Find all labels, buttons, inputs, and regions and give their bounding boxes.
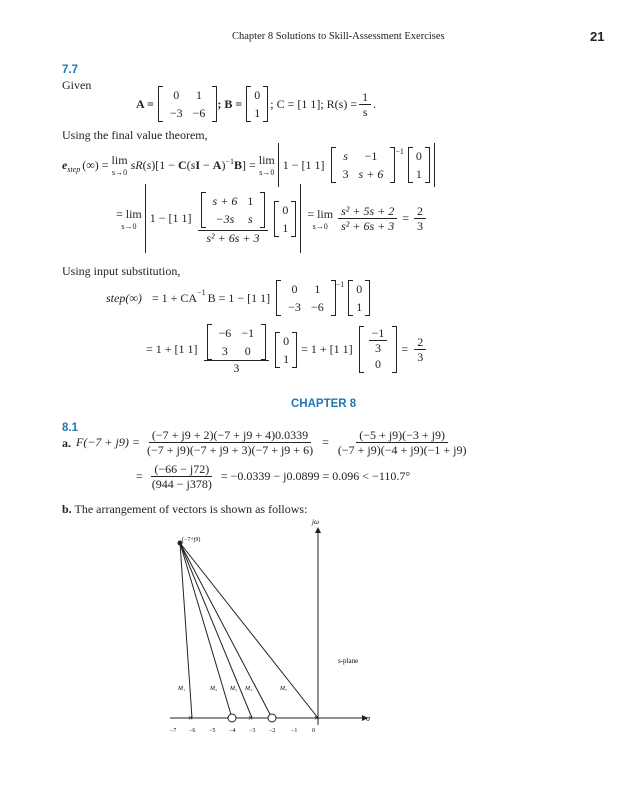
f-equation-2: = $\frac{(-66 - j72)}{(944 - j378)}$ = −0.0339 − j0.0899 = 0.096 < −110.7° [136, 462, 411, 491]
label-m5: M₅ [280, 686, 288, 692]
problem-7-7-heading: 7.7 [62, 64, 78, 76]
label-m1: M₁ [178, 686, 186, 692]
zero-minus4 [228, 714, 236, 722]
label-m2: M₂ [210, 686, 218, 692]
tick-minus6: −6 [189, 728, 196, 734]
istep-equation: step(∞) = 1 + CA $^{-1}$ B = 1 − [1 1] 0 1 −3 −6 $^{-1}$ 0 1 [106, 280, 370, 316]
rs-fraction: $\frac{1}{s}$ [359, 90, 371, 119]
given-label: Given [62, 78, 92, 92]
tick-minus7: −7 [170, 728, 177, 734]
tick-minus5: −5 [209, 728, 216, 734]
matrix-A: 0 1 −3 −6 [158, 86, 218, 122]
input-intro: Using input substitution, [62, 264, 181, 278]
tick-minus3: −3 [249, 728, 256, 734]
given-equation: A = 0 1 −3 −6 ; B = 0 1 ; C = [1 1]; R(s) = $\frac{1}{s}$ . [136, 88, 377, 120]
pole-minus6: × [188, 713, 194, 723]
label-m3: M₃ [230, 686, 238, 692]
zero-minus2 [268, 714, 276, 722]
jw-arrow [315, 527, 321, 533]
matrix-col-1: 0 1 [408, 147, 430, 183]
test-point-label: (−7+j9) [182, 537, 201, 543]
vector-m2 [180, 543, 232, 718]
estep-line2: = lim s→0 1 − [1 1] s + 6 1 −3s s s² + 6s + 3 0 1 = lim s→0 $\frac{\text{s² + 5s + 2}}{\text{s² + 6s + 3}}$ = $\frac{2}{3}$ [116, 184, 428, 253]
pole-zero: × [314, 713, 320, 723]
tick-minus4: −4 [229, 728, 236, 734]
s-plane-label: s-plane [338, 657, 359, 665]
given-B: ; B = [217, 96, 243, 111]
part-b: b. The arrangement of vectors is shown as follows: [62, 502, 308, 516]
chapter-heading: CHAPTER 8 [291, 398, 357, 410]
fvt-intro: Using the final value theorem, [62, 128, 208, 142]
tick-minus2: −2 [269, 728, 276, 734]
page-number: 21 [590, 29, 605, 44]
estep-equation: e step (∞) = lim s→0 sR (s)[1 − C(sI − A)$^{-1}$B] = lim s→0 1 − [1 1] s −1 3 s + 6 $^{-1}$ 0 1 [62, 143, 435, 187]
sigma-label: σ [366, 714, 370, 723]
tick-zero: 0 [312, 728, 315, 734]
s-plane-vector-diagram [150, 515, 390, 745]
label-m4: M₄ [245, 686, 253, 692]
istep-line2: = 1 + [1 1] −6 −1 3 0 3 0 1 = 1 + [1 1] $\frac{-1}{3}$ 0 = $\frac{2}{3}$ [146, 324, 428, 375]
problem-8-1-heading: 8.1 [62, 422, 78, 434]
jw-label: jω [312, 518, 319, 526]
given-A: A = [136, 96, 154, 111]
f-equation-1: F(−7 + j9) = $\frac{(-7 + j9 + 2)(-7 + j9 + 4)0.0339}{(-7 + j9)(-7 + j9 + 3)(-7 + j9 + 6)}$ = $\frac{(-5 + j9)(-3 + j9)}{(-7 + j9)(-4 + j9)(-1 + j9)}$ [76, 428, 467, 457]
part-a-label: a. [62, 436, 71, 450]
pole-minus3: × [248, 713, 254, 723]
matrix-B: 0 1 [246, 86, 268, 122]
vector-m4 [180, 543, 272, 718]
tick-minus1: −1 [291, 728, 298, 734]
running-header: Chapter 8 Solutions to Skill-Assessment Exercises [232, 31, 445, 42]
matrix-sI-A: s −1 3 s + 6 [331, 147, 396, 183]
given-C: ; C = [1 1]; R(s) = [270, 96, 358, 111]
